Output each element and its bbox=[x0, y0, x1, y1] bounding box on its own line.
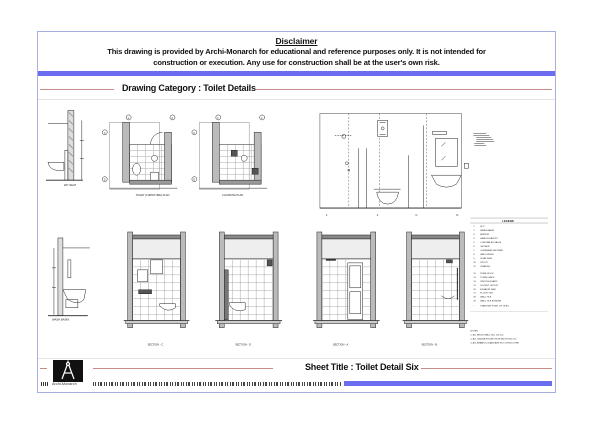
svg-text:2: 2 bbox=[171, 116, 173, 120]
sheet-title: Sheet Title : Toilet Detail Six bbox=[305, 362, 419, 372]
furniture-plan-label: TOILET (FURNITURE) PLAN bbox=[135, 194, 170, 198]
svg-text:13: 13 bbox=[473, 276, 476, 279]
svg-text:D: D bbox=[103, 178, 106, 182]
footer-divider bbox=[38, 358, 555, 359]
basin-elevation-label: WASH BASIN bbox=[51, 317, 70, 322]
svg-text:3: 3 bbox=[473, 233, 475, 236]
svg-text:SOCKET OUTLET: SOCKET OUTLET bbox=[480, 284, 499, 287]
wash-basin-elevation bbox=[48, 238, 90, 316]
barcode-stub bbox=[41, 382, 48, 386]
svg-text:C: C bbox=[415, 213, 418, 218]
svg-text:1: 1 bbox=[217, 116, 219, 120]
svg-text:10: 10 bbox=[473, 261, 476, 264]
svg-text:OVERHEAD SHOWER: OVERHEAD SHOWER bbox=[480, 249, 504, 252]
legend-title: LEGEND bbox=[502, 219, 514, 224]
svg-text:2: 2 bbox=[473, 229, 475, 232]
cad-drawing-area bbox=[38, 100, 555, 358]
svg-text:SOAP DISH: SOAP DISH bbox=[480, 257, 493, 260]
section-a-label: SECTION - A bbox=[332, 343, 349, 347]
sheet-rule-left-short bbox=[40, 368, 47, 369]
svg-text:1: 1 bbox=[325, 213, 328, 218]
svg-text:5: 5 bbox=[473, 241, 475, 244]
svg-text:WALL TILE BORDER: WALL TILE BORDER bbox=[480, 300, 502, 303]
svg-text:*: * bbox=[473, 305, 475, 308]
svg-text:1. ALL BRICK WALL 230, 115 mm.: 1. ALL BRICK WALL 230, 115 mm. bbox=[470, 334, 504, 337]
svg-text:2. ALL CHAJJA PROJECTION WIDTH: 2. ALL CHAJJA PROJECTION WIDTH 450 mm. bbox=[470, 338, 517, 341]
svg-text:3. ALL BEAMS & SLABS ARE RCC S: 3. ALL BEAMS & SLABS ARE RCC STRUCTURE bbox=[470, 342, 519, 345]
drawing-sheet bbox=[37, 31, 556, 393]
svg-text:ROBE HOOK: ROBE HOOK bbox=[480, 272, 494, 275]
logo-caption: Archi-Monarch bbox=[52, 382, 77, 386]
svg-text:9: 9 bbox=[473, 257, 475, 260]
svg-text:6: 6 bbox=[473, 245, 475, 248]
section-c bbox=[124, 232, 190, 328]
category-rule-left bbox=[40, 89, 114, 90]
svg-text:D: D bbox=[193, 178, 196, 182]
disclaimer-line-1: This drawing is provided by Archi-Monarch for educational and reference purposes only. It is not intended for bbox=[107, 47, 486, 56]
svg-text:W.C.: W.C. bbox=[480, 226, 486, 229]
section-b-label: SECTION - B bbox=[421, 343, 438, 347]
svg-text:16: 16 bbox=[473, 288, 476, 291]
svg-text:8: 8 bbox=[473, 253, 475, 256]
section-d-label: SECTION - D bbox=[235, 343, 251, 347]
wall-elevation bbox=[320, 113, 468, 208]
svg-text:STARTING POINT OF TILES: STARTING POINT OF TILES bbox=[480, 305, 509, 308]
svg-text:15: 15 bbox=[473, 284, 476, 287]
sheet-rule-right bbox=[421, 368, 552, 369]
svg-text:7: 7 bbox=[473, 249, 475, 252]
flooring-plan bbox=[192, 115, 267, 189]
disclaimer-title: Disclaimer bbox=[275, 36, 318, 46]
sheet-rule-left bbox=[93, 368, 273, 369]
svg-text:2: 2 bbox=[261, 116, 263, 120]
section-c-label: SECTION - C bbox=[147, 343, 164, 347]
wc-elevation-label: WC SEAT bbox=[63, 183, 77, 188]
svg-text:WALL MIXER: WALL MIXER bbox=[480, 253, 494, 256]
svg-text:1: 1 bbox=[127, 116, 130, 120]
wc-seat-elevation bbox=[46, 110, 84, 180]
section-b bbox=[403, 232, 469, 328]
disclaimer-line-2: construction or execution. Any use for construction shall be at the user's own risk. bbox=[153, 58, 440, 67]
svg-text:WALL TILE: WALL TILE bbox=[480, 296, 492, 299]
barcode-strip bbox=[93, 382, 341, 386]
toilet-furniture-plan bbox=[102, 115, 177, 189]
svg-text:14: 14 bbox=[473, 280, 476, 283]
svg-text:12: 12 bbox=[473, 272, 476, 275]
svg-text:FLOOR TILE: FLOOR TILE bbox=[480, 292, 494, 295]
svg-text:SWITCH BOARD: SWITCH BOARD bbox=[480, 280, 498, 283]
svg-text:CONCEALED VALVE: CONCEALED VALVE bbox=[480, 241, 502, 244]
svg-text:C: C bbox=[103, 131, 106, 135]
svg-text:1: 1 bbox=[473, 226, 475, 229]
svg-text:11: 11 bbox=[473, 265, 476, 268]
annotation-block bbox=[473, 133, 494, 145]
header-accent-bar bbox=[38, 71, 555, 76]
svg-text:EXHAUST FAN: EXHAUST FAN bbox=[480, 288, 496, 291]
sheet-title-row bbox=[38, 362, 555, 376]
svg-text:19: 19 bbox=[473, 300, 476, 303]
flooring-plan-label: FLOORING PLAN bbox=[222, 194, 244, 198]
legend-items bbox=[473, 226, 509, 308]
svg-text:GEYSER: GEYSER bbox=[480, 245, 490, 248]
svg-text:4: 4 bbox=[473, 237, 475, 240]
footer-accent-bar bbox=[344, 381, 552, 386]
drawing-category-title: Drawing Category : Toilet Details bbox=[122, 83, 256, 93]
category-row bbox=[38, 82, 555, 98]
svg-text:GRATING: GRATING bbox=[480, 265, 491, 268]
svg-text:18: 18 bbox=[473, 296, 476, 299]
svg-text:D: D bbox=[456, 213, 459, 218]
svg-text:SPOUT: SPOUT bbox=[480, 261, 488, 264]
svg-text:WASH BASIN: WASH BASIN bbox=[480, 229, 494, 232]
section-a bbox=[313, 232, 380, 328]
svg-text:2: 2 bbox=[376, 213, 379, 218]
disclaimer-block bbox=[38, 32, 555, 71]
notes-block bbox=[470, 331, 519, 345]
section-d bbox=[215, 232, 282, 328]
svg-text:MIRROR: MIRROR bbox=[480, 233, 490, 236]
svg-text:C: C bbox=[193, 131, 196, 135]
svg-text:TOWEL RACK: TOWEL RACK bbox=[480, 276, 495, 279]
svg-text:NOTES:: NOTES: bbox=[470, 330, 479, 333]
svg-text:HEALTH FAUCET: HEALTH FAUCET bbox=[480, 237, 499, 240]
svg-text:17: 17 bbox=[473, 292, 476, 295]
category-rule-right bbox=[256, 89, 552, 90]
